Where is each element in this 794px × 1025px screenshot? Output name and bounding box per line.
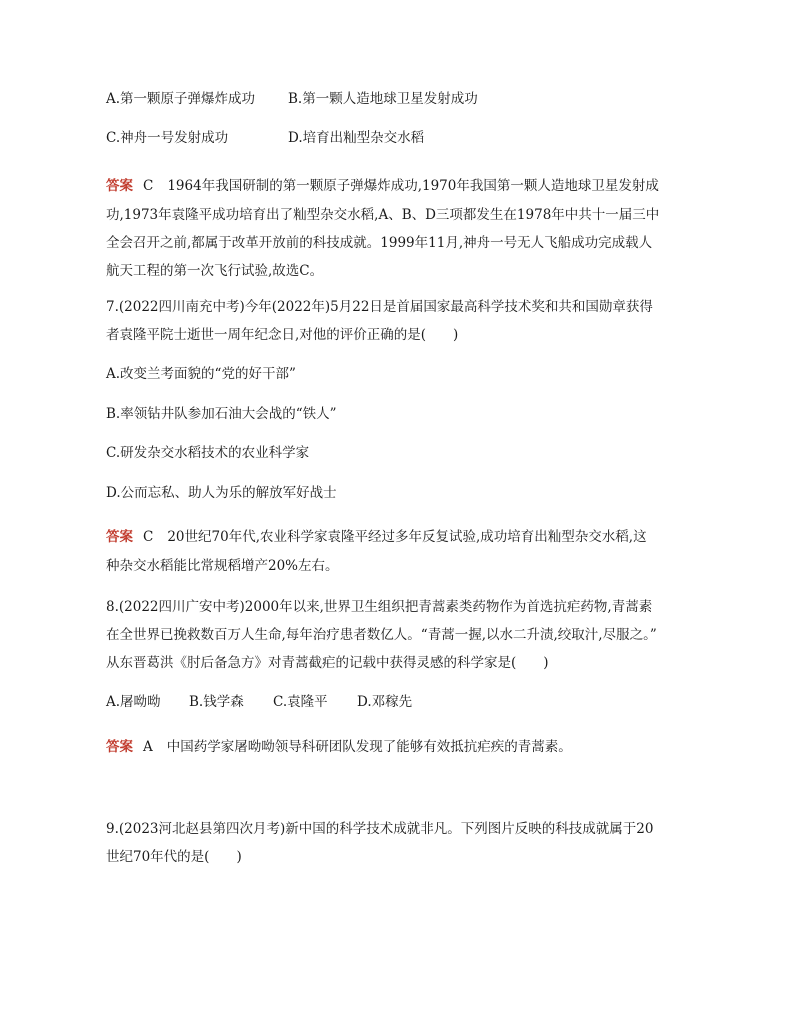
q7-explanation-1: 20世纪70年代,农业科学家袁隆平经过多年反复试验,成功培育出籼型杂交水稻,这 bbox=[167, 529, 647, 545]
q7-answer-label: 答案 bbox=[106, 529, 133, 545]
q6-explanation-3: 全会召开之前,都属于改革开放前的科技成就。1999年11月,神舟一号无人飞船成功完成载人 bbox=[106, 235, 653, 251]
q7-option-a: A.改变兰考面貌的“党的好干部” bbox=[106, 366, 296, 382]
q8-answer-letter: A bbox=[143, 739, 153, 755]
q8-stem-3: 从东晋葛洪《肘后备急方》对青蒿截疟的记载中获得灵感的科学家是( ) bbox=[106, 655, 549, 671]
q8-options-row bbox=[106, 692, 412, 712]
q7-answer-letter: C bbox=[143, 529, 154, 545]
q7-option-d: D.公而忘私、助人为乐的解放军好战士 bbox=[106, 485, 337, 501]
q7-option-b: B.率领钻井队参加石油大会战的“铁人” bbox=[106, 406, 337, 422]
q6-answer-letter: C bbox=[143, 178, 154, 194]
q8-explanation-1: 中国药学家屠呦呦领导科研团队发现了能够有效抵抗疟疾的青蒿素。 bbox=[166, 739, 572, 755]
q9-stem-1: 9.(2023河北赵县第四次月考)新中国的科学技术成就非凡。下列图片反映的科技成就属于20 bbox=[106, 821, 654, 837]
q6-explanation-2: 功,1973年袁隆平成功培育出了籼型杂交水稻,A、B、D三项都发生在1978年中共十一届三中 bbox=[106, 207, 660, 223]
q8-answer-label: 答案 bbox=[106, 739, 133, 755]
q8-stem-1: 8.(2022四川广安中考)2000年以来,世界卫生组织把青蒿素类药物作为首选抗疟药物,青蒿素 bbox=[106, 599, 653, 615]
q6-explanation-1: 1964年我国研制的第一颗原子弹爆炸成功,1970年我国第一颗人造地球卫星发射成 bbox=[167, 178, 659, 194]
q7-stem-2: 者袁隆平院士逝世一周年纪念日,对他的评价正确的是( ) bbox=[106, 327, 459, 343]
q8-option-b: B.钱学森 bbox=[189, 694, 244, 710]
q6-option-a: A.第一颗原子弹爆炸成功 bbox=[106, 91, 256, 107]
q6-option-c: C.神舟一号发射成功 bbox=[106, 130, 229, 146]
q8-option-c: C.袁隆平 bbox=[273, 694, 328, 710]
q6-answer-label: 答案 bbox=[106, 178, 133, 194]
q6-options-row-2 bbox=[106, 128, 424, 148]
q6-options-row-1 bbox=[106, 89, 478, 109]
q8-answer-line-1 bbox=[106, 737, 572, 757]
q6-explanation-4: 航天工程的第一次飞行试验,故选C。 bbox=[106, 263, 324, 279]
q7-answer-line-1 bbox=[106, 527, 647, 547]
q8-option-d: D.邓稼先 bbox=[357, 694, 413, 710]
q7-stem-1: 7.(2022四川南充中考)今年(2022年)5月22日是首届国家最高科学技术奖和共和国勋章获得 bbox=[106, 299, 653, 315]
q8-stem-2: 在全世界已挽救数百万人生命,每年治疗患者数亿人。“青蒿一握,以水二升渍,绞取汁,尽服之。” bbox=[106, 627, 657, 643]
q6-answer-line-1 bbox=[106, 176, 659, 196]
q7-explanation-2: 种杂交水稻能比常规稻增产20%左右。 bbox=[106, 558, 339, 574]
q6-option-d: D.培育出籼型杂交水稻 bbox=[288, 130, 425, 146]
q7-option-c: C.研发杂交水稻技术的农业科学家 bbox=[106, 445, 310, 461]
q8-option-a: A.屠呦呦 bbox=[106, 694, 161, 710]
q6-option-b: B.第一颗人造地球卫星发射成功 bbox=[288, 91, 478, 107]
q9-stem-2: 世纪70年代的是( ) bbox=[106, 849, 242, 865]
